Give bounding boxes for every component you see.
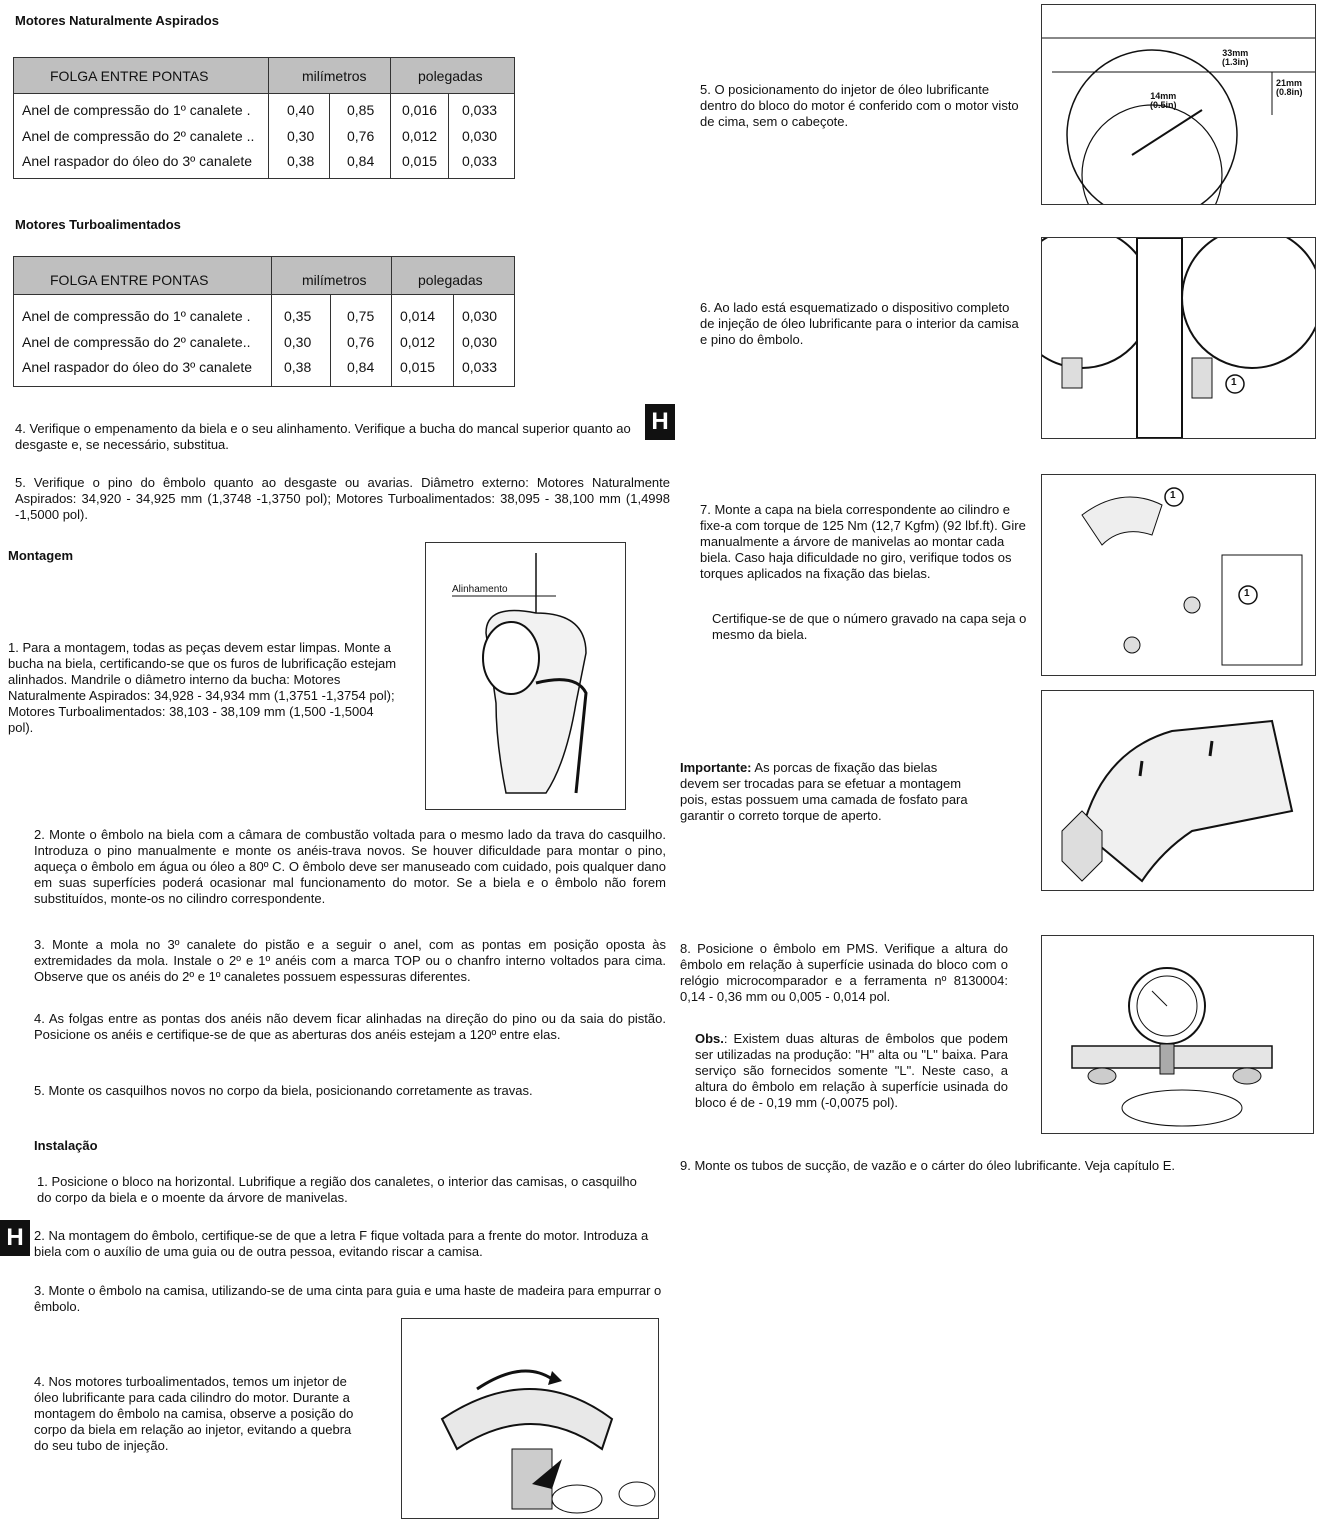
col-header-pol: polegadas — [418, 68, 483, 84]
figure-torque — [1041, 474, 1316, 676]
cell-value: 0,85 — [347, 102, 375, 118]
row-label: Anel de compressão do 2º canalete .. — [22, 127, 255, 144]
cell-value: 0,016 — [402, 102, 438, 118]
row-label: Anel de compressão do 1º canalete . — [22, 308, 251, 324]
figure-injector-position — [1041, 4, 1316, 205]
cell-value: 0,030 — [462, 308, 498, 324]
cell-value: 0,014 — [400, 308, 436, 324]
cell-value: 0,30 — [287, 127, 315, 144]
dim-c2: (0.8in) — [1276, 87, 1303, 97]
importante-label: Importante: — [680, 760, 752, 775]
row-label: Anel de compressão do 2º canalete.. — [22, 333, 251, 350]
callout-1b: 1 — [1244, 588, 1250, 599]
instalacao-title: Instalação — [34, 1138, 98, 1153]
dim-b2: (0.5in) — [1150, 100, 1177, 110]
dim-a2: (1.3in) — [1222, 57, 1249, 67]
col-header-pol: polegadas — [418, 272, 483, 288]
cell-value: 0,38 — [284, 359, 312, 375]
dim-21mm — [1276, 79, 1303, 97]
montagem-step-1: 1. Para a montagem, todas as peças devem estar limpas. Monte a bucha na biela, certificando-se que os furos de lubrificação estejam alinhados. Mandrile o diâmetro interno da bucha: Motores Naturalmente Aspirados: 34,928 - 34,934 mm (1,3751 -1,3754 pol); Motores Turboalimentados: 38,103 - 38,109 mm (1,500 -1,5004 pol). — [8, 640, 397, 735]
table-na — [13, 57, 515, 179]
figure-gauge — [1041, 935, 1314, 1134]
figure-alinhamento — [425, 542, 626, 810]
right-step-9: 9. Monte os tubos de sucção, de vazão e o cárter do óleo lubrificante. Veja capítulo E. — [680, 1158, 1176, 1173]
dim-c: 21mm — [1276, 78, 1303, 88]
cell-value: 0,030 — [462, 127, 498, 144]
right-step-8: 8. Posicione o êmbolo em PMS. Verifique a altura do êmbolo em relação à superfície usinada do bloco com o relógio microcomparador e a ferramenta nº 8130004: 0,14 - 0,36 mm ou 0,005 - 0,014 pol. — [680, 941, 1008, 1004]
instalacao-step-4: 4. Nos motores turboalimentados, temos um injetor de óleo lubrificante para cada cilindro do motor. Durante a montagem do êmbolo na camisa, observe a posição do corpo da biela em relação ao injetor, evitando a quebra do seu tubo de injeção. — [34, 1374, 354, 1453]
cell-value: 0,012 — [400, 333, 436, 350]
cell-value: 0,033 — [462, 102, 498, 118]
table-row — [14, 102, 514, 124]
instalacao-step-1: 1. Posicione o bloco na horizontal. Lubrifique a região dos canaletes, o interior das camisas, o casquilho do corpo da biela e o moente da árvore de manivelas. — [37, 1174, 637, 1205]
section-title-turbo: Motores Turboalimentados — [15, 217, 181, 232]
row-label: Anel de compressão do 1º canalete . — [22, 102, 251, 118]
row-label: Anel raspador do óleo do 3º canalete — [22, 153, 253, 169]
figure-bolts — [1041, 690, 1314, 891]
cell-value: 0,015 — [400, 359, 436, 375]
cell-value: 0,84 — [347, 153, 375, 169]
dial-gauge-diagram — [1042, 936, 1313, 1133]
figure-injector-install — [401, 1318, 659, 1519]
right-step-6: 6. Ao lado está esquematizado o dispositivo completo de injeção de óleo lubrificante para o interior da camisa e pino do êmbolo. — [700, 300, 1019, 347]
injector-device-diagram — [1042, 238, 1315, 438]
cell-value: 0,76 — [347, 127, 375, 144]
dim-33mm — [1222, 49, 1249, 67]
obs-label: Obs. — [695, 1031, 724, 1046]
montagem-step-4: 4. As folgas entre as pontas dos anéis não devem ficar alinhadas na direção do pino ou da saia do pistão. Posicione os anéis e certifique-se de que as aberturas dos anéis estejam a 120º entre elas. — [34, 1011, 666, 1042]
cell-value: 0,84 — [347, 359, 375, 375]
cell-value: 0,033 — [462, 359, 498, 375]
figure-injector-device — [1041, 237, 1316, 439]
montagem-title: Montagem — [8, 548, 73, 563]
connecting-rod-illustration — [426, 543, 625, 809]
table-row — [14, 128, 514, 150]
h-badge-2: H — [0, 1220, 30, 1256]
piston-injector-illustration — [402, 1319, 658, 1518]
importante-text: As porcas de fixação das bielas devem ser trocadas para se efetuar a montagem pois, estas possuem uma camada de fosfato para garantir o correto torque de aperto. — [680, 760, 968, 823]
table-row — [14, 359, 514, 381]
dim-a: 33mm — [1222, 48, 1249, 58]
montagem-step-2: 2. Monte o êmbolo na biela com a câmara de combustão voltada para o mesmo lado da trava do casquilho. Introduza o pino manualmente e monte os anéis-trava novos. Se houver dificuldade para montar o pino, aqueça o êmbolo em água ou óleo a 80º C. O êmbolo deve ser manuseado com cuidado, pois qualquer dano em suas superfícies poderá ocasionar mal funcionamento do motor. Se a biela e o êmbolo não forem substituídos, monte-os no cilindro correspondente. — [34, 827, 666, 906]
cell-value: 0,35 — [284, 308, 312, 324]
instalacao-step-2: 2. Na montagem do êmbolo, certifique-se de que a letra F fique voltada para a frente do motor. Introduza a biela com o auxílio de uma guia ou de outra pessoa, evitando riscar a camisa. — [34, 1228, 649, 1259]
cell-value: 0,030 — [462, 333, 498, 350]
dim-b: 14mm — [1150, 91, 1177, 101]
cell-value: 0,38 — [287, 153, 315, 169]
montagem-step-3: 3. Monte a mola no 3º canalete do pistão e a seguir o anel, com as pontas em posição oposta às extremidades da mola. Instale o 2º e 1º anéis com a marca TOP ou o chanfro interno voltados para cima. Observe que os anéis do 2º e 1º canaletes possuem espessuras diferentes. — [34, 937, 666, 984]
col-header-folga: FOLGA ENTRE PONTAS — [50, 68, 209, 84]
obs-text: : Existem duas alturas de êmbolos que podem ser utilizadas na produção: "H" alta ou "L" baixa. Para serviço são fornecidos somente "L". Neste caso, a altura do êmbolo em relação à superfície usinada do bloco é de - 0,19 mm (-0,0075 pol). — [695, 1031, 1008, 1110]
cell-value: 0,012 — [402, 127, 438, 144]
row-label: Anel raspador do óleo do 3º canalete — [22, 359, 253, 375]
cell-value: 0,76 — [347, 333, 375, 350]
importante-note — [680, 760, 970, 824]
col-header-mm: milímetros — [302, 272, 367, 288]
instalacao-step-3: 3. Monte o êmbolo na camisa, utilizando-se de uma cinta para guia e uma haste de madeira para empurrar o êmbolo. — [34, 1283, 662, 1314]
obs-note — [695, 1031, 1008, 1111]
cell-value: 0,033 — [462, 153, 498, 169]
right-step-5: 5. O posicionamento do injetor de óleo lubrificante dentro do bloco do motor é conferido com o motor visto de cima, sem o cabeçote. — [700, 82, 1019, 129]
step-4-check: 4. Verifique o empenamento da biela e o seu alinhamento. Verifique a bucha do mancal superior quanto ao desgaste e, se necessário, substitua. — [15, 421, 631, 452]
table-turbo — [13, 256, 515, 387]
bolts-diagram — [1042, 691, 1313, 890]
h-badge: H — [645, 404, 675, 440]
right-step-7b: Certifique-se de que o número gravado na capa seja o mesmo da biela. — [712, 611, 1027, 642]
cell-value: 0,015 — [402, 153, 438, 169]
callout-1a: 1 — [1170, 490, 1176, 501]
callout-1: 1 — [1231, 377, 1237, 388]
step-5-pin: 5. Verifique o pino do êmbolo quanto ao desgaste ou avarias. Diâmetro externo: Motores Naturalmente Aspirados: 34,920 - 34,925 mm (1,3748 -1,3750 pol); Motores Turboalimentados: 38,095 - 38,100 mm (1,4998 -1,5000 pol). — [15, 475, 670, 522]
col-header-mm: milímetros — [302, 68, 367, 84]
torque-diagram — [1042, 475, 1315, 675]
dim-14mm — [1150, 92, 1177, 110]
alinhamento-label: Alinhamento — [452, 584, 508, 595]
cell-value: 0,75 — [347, 308, 375, 324]
cell-value: 0,40 — [287, 102, 315, 118]
cell-value: 0,30 — [284, 333, 312, 350]
table-row — [14, 308, 514, 330]
col-header-folga: FOLGA ENTRE PONTAS — [50, 272, 209, 288]
injector-position-diagram — [1042, 5, 1315, 204]
section-title-na: Motores Naturalmente Aspirados — [15, 13, 219, 28]
montagem-step-5: 5. Monte os casquilhos novos no corpo da biela, posicionando corretamente as travas. — [34, 1083, 533, 1098]
right-step-7: 7. Monte a capa na biela correspondente ao cilindro e fixe-a com torque de 125 Nm (12,7 Kgfm) (92 lbf.ft). Gire manualmente a árvore de manivelas ao montar cada biela. Caso haja dificuldade no giro, verifique todos os torques aplicados na fixação das bielas. — [700, 502, 1026, 581]
table-row — [14, 334, 514, 356]
table-row — [14, 153, 514, 175]
